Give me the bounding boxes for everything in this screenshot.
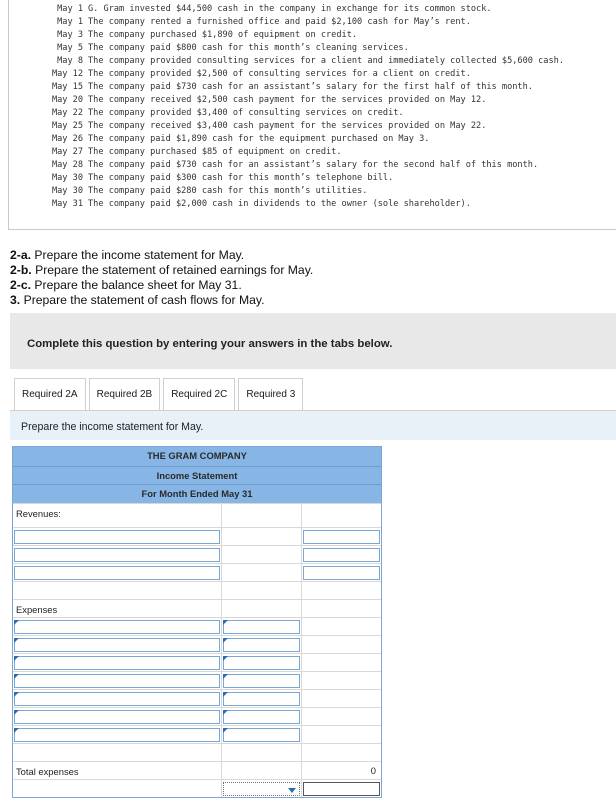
tab-required-2c[interactable]: Required 2C	[163, 378, 235, 411]
cell	[302, 708, 381, 725]
requirements-list	[10, 248, 313, 308]
tab-required-2a[interactable]: Required 2A	[14, 378, 86, 411]
table-row	[13, 503, 381, 527]
net-income-amount-input[interactable]	[303, 782, 380, 796]
expense-amount-input[interactable]	[223, 728, 300, 742]
expense-account-input[interactable]	[14, 728, 220, 742]
transaction-row	[9, 146, 616, 159]
transaction-text: The company paid $730 cash for an assistant’s salary for the second half of this month.	[88, 160, 539, 170]
requirement-text: Prepare the balance sheet for May 31.	[34, 278, 242, 292]
transaction-row	[9, 107, 616, 120]
transaction-text: The company paid $280 cash for this month’s utilities.	[88, 186, 368, 196]
transaction-date: May 28	[51, 160, 83, 170]
cell	[222, 618, 302, 635]
total-expenses-label: Total expenses	[16, 765, 79, 777]
cell	[13, 600, 222, 617]
requirement-number: 2-b.	[10, 263, 32, 277]
transactions-list	[9, 3, 616, 211]
requirement-text: Prepare the income statement for May.	[34, 248, 245, 262]
cell	[222, 780, 302, 797]
cell	[222, 636, 302, 653]
cell	[222, 600, 302, 617]
table-row	[13, 599, 381, 617]
transaction-row	[9, 42, 616, 55]
requirement-text: Prepare the statement of retained earnings for May.	[35, 263, 314, 277]
cell	[222, 744, 302, 761]
requirement-number: 2-a.	[10, 248, 32, 262]
cell	[222, 672, 302, 689]
expense-account-input[interactable]	[14, 638, 220, 652]
company-name: THE GRAM COMPANY	[147, 450, 247, 461]
expense-amount-input[interactable]	[223, 710, 300, 724]
cell	[13, 708, 222, 725]
transaction-date: May 25	[51, 121, 83, 131]
transaction-row	[9, 94, 616, 107]
total-expenses-value: 0	[370, 764, 376, 776]
cell	[222, 528, 302, 545]
expense-amount-input[interactable]	[223, 674, 300, 688]
cell	[13, 672, 222, 689]
instruction-text: Prepare the income statement for May.	[21, 421, 204, 433]
revenue-account-input[interactable]	[14, 548, 220, 562]
cell	[222, 546, 302, 563]
transaction-text: G. Gram invested $44,500 cash in the company in exchange for its common stock.	[88, 4, 492, 14]
revenue-amount-input[interactable]	[303, 530, 380, 544]
revenues-label: Revenues:	[16, 507, 61, 519]
transaction-date: May 12	[51, 69, 83, 79]
cell	[13, 618, 222, 635]
transaction-text: The company received $3,400 cash payment for the services provided on May 22.	[88, 121, 487, 131]
transaction-text: The company received $2,500 cash payment for the services provided on May 12.	[88, 95, 487, 105]
cell	[302, 726, 381, 743]
cell	[302, 744, 381, 761]
table-row	[13, 635, 381, 653]
instructions-banner	[10, 313, 616, 369]
cell	[222, 582, 302, 599]
statement-period: For Month Ended May 31	[13, 484, 381, 503]
transaction-text: The company rented a furnished office and paid $2,100 cash for May’s rent.	[88, 17, 471, 27]
banner-text: Complete this question by entering your answers in the tabs below.	[27, 338, 393, 350]
cell	[13, 726, 222, 743]
table-row	[13, 563, 381, 581]
cell	[222, 762, 302, 779]
table-row	[13, 671, 381, 689]
cell	[302, 528, 381, 545]
cell	[302, 504, 381, 527]
transaction-date: May 31	[51, 199, 83, 209]
revenue-amount-input[interactable]	[303, 566, 380, 580]
transaction-text: The company purchased $85 of equipment on credit.	[88, 147, 342, 157]
requirement-item	[10, 293, 313, 308]
tab-panel-instruction	[10, 411, 616, 440]
net-income-dropdown[interactable]	[223, 782, 300, 796]
cell	[302, 762, 381, 779]
table-row	[13, 527, 381, 545]
cell	[302, 780, 381, 797]
cell	[222, 726, 302, 743]
transaction-text: The company paid $730 cash for an assistant’s salary for the first half of this month.	[88, 82, 533, 92]
statement-title: Income Statement	[13, 466, 381, 485]
tab-required-2b[interactable]: Required 2B	[89, 378, 161, 411]
cell	[13, 636, 222, 653]
cell	[302, 582, 381, 599]
total-expenses-row	[13, 761, 381, 779]
cell	[302, 690, 381, 707]
cell	[13, 744, 222, 761]
table-row	[13, 725, 381, 743]
expense-account-input[interactable]	[14, 710, 220, 724]
income-statement-table	[12, 446, 382, 798]
cell	[222, 654, 302, 671]
requirement-number: 3.	[10, 293, 21, 307]
chevron-down-icon	[288, 788, 296, 793]
cell	[302, 672, 381, 689]
table-row	[13, 617, 381, 635]
transaction-date: May 27	[51, 147, 83, 157]
transaction-date: May 20	[51, 95, 83, 105]
cell	[13, 504, 222, 527]
transaction-text: The company paid $800 cash for this month’s cleaning services.	[88, 43, 409, 53]
transaction-date: May 8	[57, 56, 83, 66]
expense-account-input[interactable]	[14, 692, 220, 706]
requirement-number: 2-c.	[10, 278, 32, 292]
transaction-date: May 26	[51, 134, 83, 144]
transaction-date: May 5	[57, 43, 83, 53]
expense-amount-input[interactable]	[223, 692, 300, 706]
cell	[302, 654, 381, 671]
transaction-row	[9, 198, 616, 211]
transaction-text: The company provided $3,400 of consulting services on credit.	[88, 108, 404, 118]
transaction-date: May 30	[51, 173, 83, 183]
transaction-date: May 3	[57, 30, 83, 40]
transaction-text: The company paid $300 cash for this month’s telephone bill.	[88, 173, 394, 183]
expense-account-input[interactable]	[14, 620, 220, 634]
cell	[222, 708, 302, 725]
table-row	[13, 545, 381, 563]
expense-amount-input[interactable]	[223, 656, 300, 670]
transaction-row	[9, 159, 616, 172]
cell	[13, 762, 222, 779]
transaction-row	[9, 120, 616, 133]
statement-header	[13, 447, 381, 503]
table-row	[13, 707, 381, 725]
transaction-text: The company provided consulting services for a client and immediately collected $5,600 cash.	[88, 56, 564, 66]
transaction-date: May 30	[51, 186, 83, 196]
cell	[13, 528, 222, 545]
expense-amount-input[interactable]	[223, 620, 300, 634]
cell	[222, 504, 302, 527]
revenue-account-input[interactable]	[14, 566, 220, 580]
table-row	[13, 743, 381, 761]
transaction-text: The company paid $1,890 cash for the equipment purchased on May 3.	[88, 134, 430, 144]
transaction-row	[9, 3, 616, 16]
transaction-row	[9, 68, 616, 81]
transaction-date: May 15	[51, 82, 83, 92]
transaction-text: The company purchased $1,890 of equipment on credit.	[88, 30, 358, 40]
transaction-row	[9, 133, 616, 146]
cell	[302, 636, 381, 653]
expenses-label: Expenses	[16, 603, 58, 615]
cell	[13, 690, 222, 707]
revenue-amount-input[interactable]	[303, 548, 380, 562]
cell	[13, 546, 222, 563]
cell	[302, 546, 381, 563]
transaction-date: May 22	[51, 108, 83, 118]
expense-account-input[interactable]	[14, 674, 220, 688]
cell	[222, 564, 302, 581]
cell	[13, 582, 222, 599]
table-row	[13, 689, 381, 707]
cell	[13, 654, 222, 671]
transaction-row	[9, 29, 616, 42]
transaction-row	[9, 55, 616, 68]
revenue-account-input[interactable]	[14, 530, 220, 544]
cell	[302, 618, 381, 635]
cell	[222, 690, 302, 707]
transaction-row	[9, 16, 616, 29]
transactions-box	[8, 0, 616, 230]
expense-amount-input[interactable]	[223, 638, 300, 652]
cell	[302, 564, 381, 581]
transaction-row	[9, 81, 616, 94]
requirement-item	[10, 263, 313, 278]
table-row	[13, 581, 381, 599]
cell	[13, 780, 222, 797]
transaction-date: May 1	[57, 17, 83, 27]
cell	[13, 564, 222, 581]
net-income-row	[13, 779, 381, 797]
transaction-row	[9, 185, 616, 198]
table-row	[13, 653, 381, 671]
expense-account-input[interactable]	[14, 656, 220, 670]
requirement-item	[10, 248, 313, 263]
transaction-row	[9, 172, 616, 185]
cell	[302, 600, 381, 617]
transaction-date: May 1	[57, 4, 83, 14]
tab-bar	[14, 378, 306, 411]
requirement-item	[10, 278, 313, 293]
transaction-text: The company provided $2,500 of consulting services for a client on credit.	[88, 69, 471, 79]
statement-grid	[13, 503, 381, 797]
tab-required-3[interactable]: Required 3	[238, 378, 303, 411]
transaction-text: The company paid $2,000 cash in dividends to the owner (sole shareholder).	[88, 199, 471, 209]
requirement-text: Prepare the statement of cash flows for May.	[23, 293, 265, 307]
